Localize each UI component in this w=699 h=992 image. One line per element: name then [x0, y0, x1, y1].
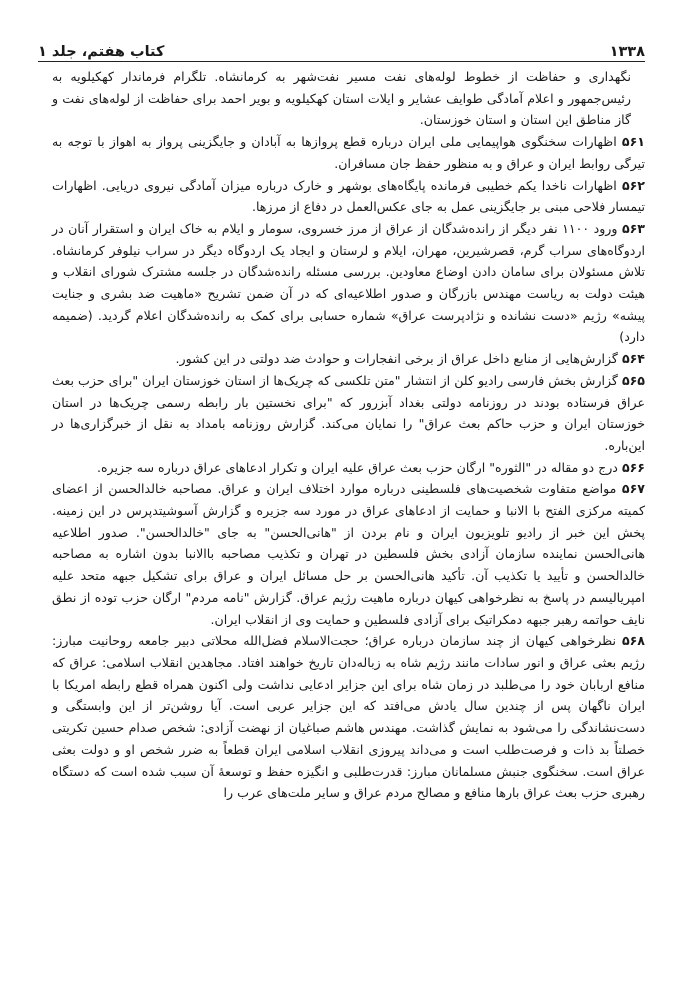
- entry-number: ۵۶۶: [621, 459, 645, 475]
- entry-number: ۵۶۲: [621, 177, 645, 193]
- entry-562: [52, 175, 645, 218]
- entry-text: اظهارات سخنگوی هواپیمایی ملی ایران درباره قطع پروازها به آبادان و جایگزینی پرواز به اهواز با توجه به تیرگی روابط ایران و عراق و به منظور حفظ جان مسافران.: [52, 134, 645, 171]
- entry-566: [52, 457, 645, 479]
- entry-number: ۵۶۵: [621, 372, 645, 388]
- entry-text: نظرخواهی کیهان از چند سازمان درباره عراق؛ حجت‌الاسلام فضل‌الله محلاتی دبیر جامعه روحانیت مبارز: رژیم بعثی عراق و انور سادات مانند رژیم شاه به زباله‌دان تاریخ خواهند افتاد. مجاهدین انقلاب اسلامی: عراق که منافع اربابان خود را می‌طلبد در زمان شاه برای این جزایر ادعایی نداشت ولی اکنون همراه قطع رابطه امریکا با ایران ناگهان پس از چندین سال یادش می‌افتد که این جزایر عربی است. آیا روشن‌تر از این وابستگی و دست‌نشاندگی را می‌شود به نمایش گذاشت. مهندس هاشم صباغیان از نهضت آزادی: شخص صدام حسین تکریتی خصلتاً بد ذات و فرصت‌طلب است و می‌داند پیروزی انقلاب اسلامی ایران قطعاً به ضرر شخص او و دولت بعثی عراق است. سخنگوی جنبش مسلمانان مبارز: قدرت‌طلبی و انگیزه حفظ و توسعهٔ آن سبب شده است که دستگاه رهبری حزب بعث عراق بارها منافع و مصالح مردم عراق و سایر ملت‌های عرب را: [52, 633, 645, 801]
- entry-561: [52, 131, 645, 174]
- page-body: [52, 66, 645, 804]
- entry-number: ۵۶۸: [621, 633, 645, 649]
- entry-568: [52, 630, 645, 804]
- entry-text: مواضع متفاوت شخصیت‌های فلسطینی درباره موارد اختلاف ایران و عراق. مصاحبه خالدالحسن از اعضای کمیته مرکزی الفتح با الانبا و حمایت از ادعاهای عراق در مورد سه جزیره و گزارش آسوشیتدپرس در این زمینه. پخش این خبر از رادیو تلویزیون ایران و نام بردن از "هانی‌الحسن" به جای "خالدالحسن". صدور اطلاعیه هانی‌الحسن نماینده سازمان آزادی بخش فلسطین در تهران و تکذیب مصاحبه باالانبا بدون اشاره به مصاحبه خالدالحسن و تأیید یا تکذیب آن. تأکید هانی‌الحسن بر حل مسائل ایران و عراق برای تشکیل جبهه متحد علیه امپریالیسم در پاسخ به نظرخواهی کیهان درباره ماهیت رژیم عراق. گزارش "نامه مردم" ارگان حزب توده از نطق نایف حواتمه رهبر جبهه دمکراتیک برای آزادی فلسطین و حمایت وی از انقلاب ایران.: [52, 481, 645, 627]
- entry-563: [52, 218, 645, 348]
- entry-567: [52, 478, 645, 630]
- entry-text: گزارش‌هایی از منابع داخل عراق از برخی انفجارات و حوادث ضد دولتی در این کشور.: [175, 351, 618, 367]
- book-title: کتاب هفتم، جلد ۱: [38, 44, 165, 60]
- entry-564: [52, 348, 645, 370]
- entry-text: اظهارات ناخدا یکم خطیبی فرمانده پایگاه‌های بوشهر و خارک درباره میزان آمادگی نیروی دریایی. اظهارات تیمسار فلاحی مبنی بر جایگزینی عمل به جای عکس‌العمل در دفاع از مرزها.: [52, 177, 645, 215]
- entry-text: ورود ۱۱۰۰ نفر دیگر از رانده‌شدگان از عراق از مرز خسروی، سومار و ایلام به خاک ایران و استقرار آنان در اردوگاه‌های سراب گرم، قصرشیرین، مهران، ایلام و لرستان و ایجاد یک اردوگاه دیگر در سراب نیلوفر کرمانشاه. تلاش مسئولان برای سامان دادن اوضاع معاودین. بررسی مسئله رانده‌شدگان در جلسه مشترک شورای انقلاب و هیئت دولت به ریاست مهندس بازرگان و صدور اطلاعیه‌ای که در آن ضمن تشریح «ماهیت ضد بشری و جنایت پیشه» رژیم «دست نشانده و نژادپرست عراق» شماره حسابی برای کمک به رانده‌شدگان اعلام گردید. (ضمیمه دارد): [52, 220, 645, 345]
- header-divider: [38, 61, 645, 62]
- page-header: [38, 34, 645, 60]
- intro-paragraph: نگهداری و حفاظت از خطوط لوله‌های نفت مسیر نفت‌شهر به کرمانشاه. تلگرام فرماندار کهکیلویه به رئیس‌جمهور و اعلام آمادگی طوایف عشایر و ایلات استان کهکیلویه و بویر احمد برای حفاظت از لوله‌های نفت و گاز مناطق این استان و استان خوزستان.: [52, 69, 631, 128]
- entry-text: گزارش بخش فارسی رادیو کلن از انتشار "متن تلکسی که چریک‌ها از استان خوزستان ایران "برای حزب بعث عراق فرستاده بودند در روزنامه دولتی بغداد آبزرور که "برای نخستین بار رابطه رسمی چریک‌ها در استان خوزستان ایران و حزب حاکم بعث عراق" را نمایان می‌کند. گزارش روزنامه بامداد به نقل از خبرگزاری‌ها در این‌باره.: [52, 372, 645, 453]
- entry-number: ۵۶۳: [621, 220, 645, 236]
- entry-number: ۵۶۱: [621, 134, 645, 150]
- entry-text: درج دو مقاله در "الثوره" ارگان حزب بعث عراق علیه ایران و تکرار ادعاهای عراق درباره سه جزیره.: [96, 459, 618, 475]
- page-number: ۱۳۳۸: [609, 44, 645, 60]
- entry-number: ۵۶۷: [621, 481, 645, 497]
- entry-number: ۵۶۴: [621, 351, 645, 367]
- entry-565: [52, 370, 645, 457]
